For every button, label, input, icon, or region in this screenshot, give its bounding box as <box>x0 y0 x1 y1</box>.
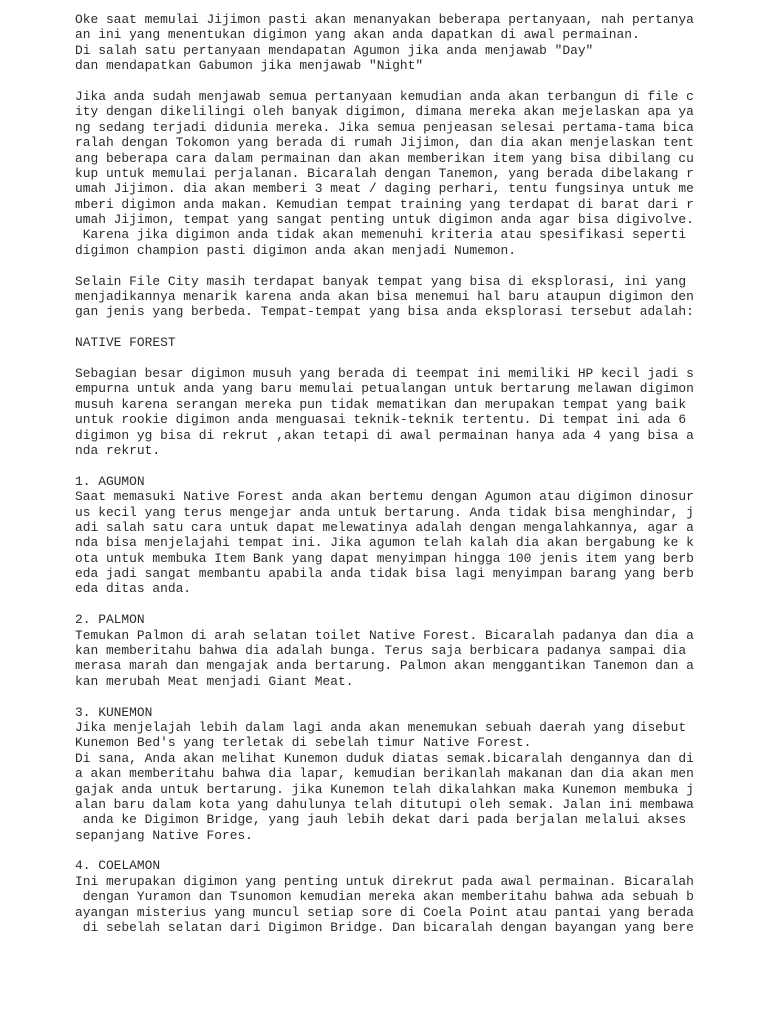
text-line: Selain File City masih terdapat banyak tempat yang bisa di eksplorasi, ini yang <box>75 273 687 289</box>
text-line: eda ditas anda. <box>75 581 192 597</box>
text-line: merasa marah dan mengajak anda bertarung. Palmon akan menggantikan Tanemon dan a <box>75 658 694 674</box>
paragraph-gap <box>75 458 745 473</box>
text-line: ity dengan dikelilingi oleh banyak digimon, dimana mereka akan mejelaskan apa ya <box>75 104 694 120</box>
text-line: eda jadi sangat membantu apabila anda tidak bisa lagi menyimpan barang yang berb <box>75 566 694 582</box>
text-line: ralah dengan Tokomon yang berada di rumah Jijimon, dan dia akan menjelaskan tent <box>75 135 694 151</box>
text-line: ayangan misterius yang muncul setiap sore di Coela Point atau pantai yang berada <box>75 904 694 920</box>
text-line: Jika menjelajah lebih dalam lagi anda akan menemukan sebuah daerah yang disebut <box>75 719 687 735</box>
paragraph-gap <box>75 843 745 858</box>
text-line: digimon yg bisa di rekrut ,akan tetapi di awal permainan hanya ada 4 yang bisa a <box>75 427 694 443</box>
paragraph <box>75 705 745 844</box>
text-line: nda bisa menjelajahi tempat ini. Jika agumon telah kalah dia akan bergabung ke k <box>75 535 694 551</box>
text-line: Ini merupakan digimon yang penting untuk direkrut pada awal permainan. Bicaralah <box>75 873 694 889</box>
document-page <box>75 12 745 935</box>
text-line: alan baru dalam kota yang dahulunya telah ditutupi oleh semak. Jalan ini membawa <box>75 796 694 812</box>
text-line: 2. PALMON <box>75 612 145 628</box>
paragraph-gap <box>75 258 745 273</box>
text-line: menjadikannya menarik karena anda akan bisa menemui hal baru ataupun digimon den <box>75 289 694 305</box>
text-line: gajak anda untuk bertarung. jika Kunemon telah dikalahkan maka Kunemon membuka j <box>75 781 694 797</box>
text-line: Saat memasuki Native Forest anda akan bertemu dengan Agumon atau digimon dinosur <box>75 489 694 505</box>
text-line: untuk rookie digimon anda menguasai teknik-teknik tertentu. Di tempat ini ada 6 <box>75 412 687 428</box>
text-line: musuh karena serangan mereka pun tidak mematikan dan merupakan tempat yang baik <box>75 396 687 412</box>
text-line: Kunemon Bed's yang terletak di sebelah timur Native Forest. <box>75 735 532 751</box>
text-line: ng sedang terjadi didunia mereka. Jika semua penjeasan selesai pertama-tama bica <box>75 119 694 135</box>
text-line: 1. AGUMON <box>75 473 145 489</box>
text-line: empurna untuk anda yang baru memulai petualangan untuk bertarung melawan digimon <box>75 381 694 397</box>
text-line: mberi digimon anda makan. Kemudian tempat training yang terdapat di barat dari r <box>75 196 694 212</box>
text-line: ang beberapa cara dalam permainan dan akan memberikan item yang bisa dibilang cu <box>75 150 694 166</box>
text-line: us kecil yang terus mengejar anda untuk bertarung. Anda tidak bisa menghindar, j <box>75 504 694 520</box>
text-line: kan merubah Meat menjadi Giant Meat. <box>75 673 354 689</box>
text-line: sepanjang Native Fores. <box>75 827 253 843</box>
text-line: Karena jika digimon anda tidak akan memenuhi kriteria atau spesifikasi seperti <box>75 227 687 243</box>
text-line: umah Jijimon, tempat yang sangat penting untuk digimon anda agar bisa digivolve. <box>75 212 694 228</box>
paragraph <box>75 335 745 350</box>
text-line: kan memberitahu bahwa dia adalah bunga. Terus saja berbicara padanya sampai dia <box>75 643 687 659</box>
paragraph-gap <box>75 351 745 366</box>
paragraph <box>75 89 745 258</box>
paragraph <box>75 366 745 458</box>
paragraph <box>75 612 745 689</box>
text-line: Oke saat memulai Jijimon pasti akan menanyakan beberapa pertanyaan, nah pertanya <box>75 12 694 27</box>
paragraph-gap <box>75 74 745 89</box>
text-line: a akan memberitahu bahwa dia lapar, kemudian berikanlah makanan dan dia akan men <box>75 766 694 782</box>
text-line: ota untuk membuka Item Bank yang dapat menyimpan hingga 100 jenis item yang berb <box>75 550 694 566</box>
text-line: nda rekrut. <box>75 442 161 458</box>
text-line: umah Jijimon. dia akan memberi 3 meat / daging perhari, tentu fungsinya untuk me <box>75 181 694 197</box>
text-line: anda ke Digimon Bridge, yang jauh lebih dekat dari pada berjalan melalui akses <box>75 812 687 828</box>
paragraph-gap <box>75 597 745 612</box>
text-line: 4. COELAMON <box>75 858 161 874</box>
text-line: adi salah satu cara untuk dapat melewatinya adalah dengan mengalahkannya, agar a <box>75 519 694 535</box>
text-line: di sebelah selatan dari Digimon Bridge. Dan bicaralah dengan bayangan yang bere <box>75 920 694 936</box>
paragraph <box>75 12 745 74</box>
text-line: dan mendapatkan Gabumon jika menjawab "Night" <box>75 58 424 74</box>
text-line: Temukan Palmon di arah selatan toilet Native Forest. Bicaralah padanya dan dia a <box>75 627 694 643</box>
paragraph-gap <box>75 320 745 335</box>
text-line: Di sana, Anda akan melihat Kunemon duduk diatas semak.bicaralah dengannya dan di <box>75 750 694 766</box>
text-line: digimon champion pasti digimon anda akan menjadi Numemon. <box>75 242 516 258</box>
text-line: Jika anda sudah menjawab semua pertanyaan kemudian anda akan terbangun di file c <box>75 88 694 104</box>
text-line: an ini yang menentukan digimon yang akan anda dapatkan di awal permainan. <box>75 27 640 43</box>
text-line: Sebagian besar digimon musuh yang berada di teempat ini memiliki HP kecil jadi s <box>75 365 694 381</box>
paragraph-gap <box>75 689 745 704</box>
text-line: NATIVE FOREST <box>75 335 176 351</box>
text-line: kup untuk memulai perjalanan. Bicaralah dengan Tanemon, yang berada dibelakang r <box>75 165 694 181</box>
paragraph <box>75 474 745 597</box>
text-line: 3. KUNEMON <box>75 704 153 720</box>
text-line: gan jenis yang berbeda. Tempat-tempat yang bisa anda eksplorasi tersebut adalah: <box>75 304 694 320</box>
text-line: dengan Yuramon dan Tsunomon kemudian mereka akan memberitahu bahwa ada sebuah b <box>75 889 694 905</box>
paragraph <box>75 274 745 320</box>
paragraph <box>75 858 745 935</box>
text-line: Di salah satu pertanyaan mendapatan Agumon jika anda menjawab "Day" <box>75 42 594 58</box>
